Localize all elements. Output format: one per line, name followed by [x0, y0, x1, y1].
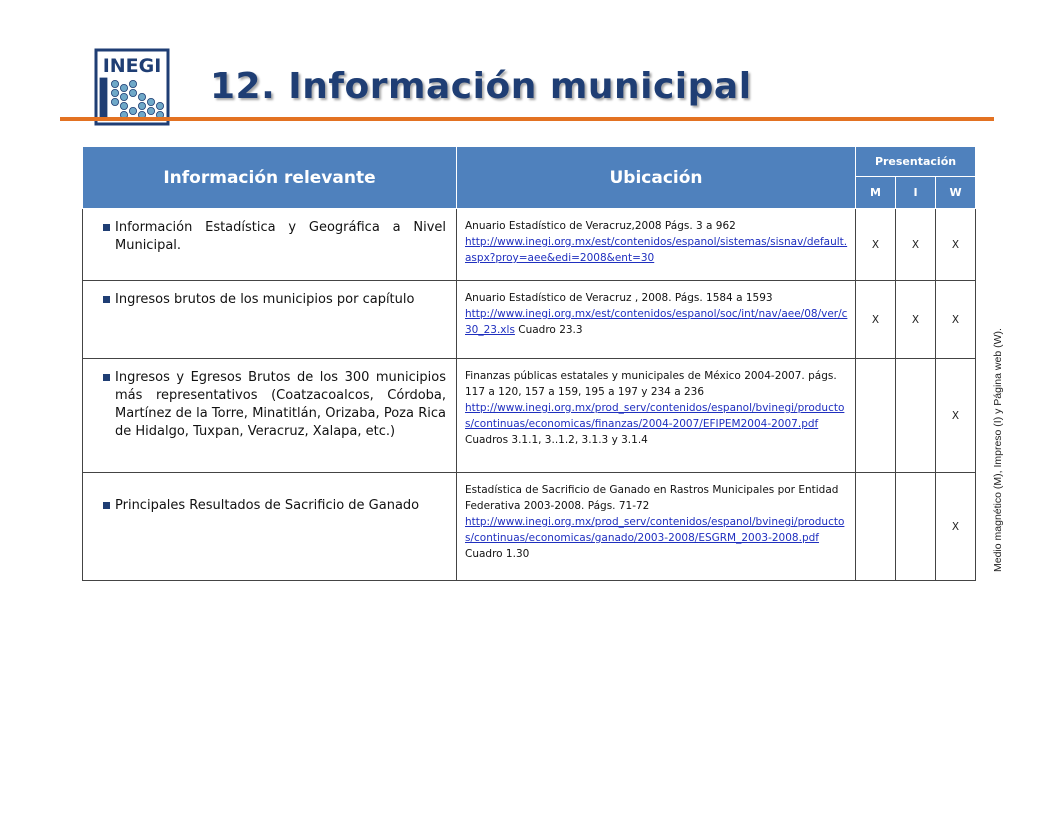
presentation-legend: Medio magnético (M), Impreso (I) y Página web (W).: [992, 328, 1004, 572]
location-cell: [457, 359, 856, 473]
table-row: [83, 281, 976, 359]
source-suffix: Cuadros 3.1.1, 3..1.2, 3.1.3 y 3.1.4: [465, 434, 648, 446]
table-row: [83, 209, 976, 281]
inegi-logo: [94, 48, 170, 126]
location-cell: [457, 209, 856, 281]
source-link[interactable]: http://www.inegi.org.mx/est/contenidos/espanol/soc/int/nav/aee/08/ver/c30_23.xls: [465, 308, 848, 336]
source-suffix: Cuadro 23.3: [514, 324, 583, 336]
info-cell: [83, 209, 457, 281]
title-underline: [60, 117, 994, 121]
header-m: M: [856, 177, 896, 209]
header-i: I: [896, 177, 936, 209]
bullet-icon: [103, 374, 110, 381]
info-text: Información Estadística y Geográfica a Nivel Municipal.: [115, 220, 446, 253]
info-cell: [83, 359, 457, 473]
source-text: Estadística de Sacrificio de Ganado en Rastros Municipales por Entidad Federativa 2003-2008. Págs. 71-72: [465, 484, 839, 512]
page-title: 12. Información municipal: [210, 66, 752, 107]
source-suffix: Cuadro 1.30: [465, 548, 530, 560]
mark-w: X: [936, 209, 976, 281]
source-text: Anuario Estadístico de Veracruz , 2008. Págs. 1584 a 1593: [465, 292, 773, 304]
header-location: Ubicación: [457, 147, 856, 209]
bullet-icon: [103, 224, 110, 231]
mark-w: X: [936, 473, 976, 581]
logo-text: INEGI: [102, 55, 162, 77]
mark-w: X: [936, 359, 976, 473]
info-text: Ingresos y Egresos Brutos de los 300 municipios más representativos (Coatzacoalcos, Córdoba, Martínez de la Torre, Minatitlán, Orizaba, Poza Rica de Hidalgo, Tuxpan, Veracruz, Xalapa, etc.): [115, 370, 446, 439]
mark-m: [856, 359, 896, 473]
source-link[interactable]: http://www.inegi.org.mx/est/contenidos/espanol/sistemas/sisnav/default.aspx?proy=aee&edi=2008&ent=30: [465, 236, 848, 264]
source-link[interactable]: http://www.inegi.org.mx/prod_serv/contenidos/espanol/bvinegi/productos/continuas/economicas/finanzas/2004-2007/EFIPEM2004-2007.pdf: [465, 402, 845, 430]
municipal-info-table: [82, 146, 976, 581]
location-cell: [457, 281, 856, 359]
mark-i: X: [896, 209, 936, 281]
mark-m: X: [856, 209, 896, 281]
info-cell: [83, 281, 457, 359]
table-row: [83, 473, 976, 581]
bullet-icon: [103, 502, 110, 509]
header-info: Información relevante: [83, 147, 457, 209]
mark-i: [896, 359, 936, 473]
mark-i: [896, 473, 936, 581]
info-cell: [83, 473, 457, 581]
mark-m: [856, 473, 896, 581]
info-text: Principales Resultados de Sacrificio de Ganado: [115, 498, 420, 513]
location-cell: [457, 473, 856, 581]
info-text: Ingresos brutos de los municipios por capítulo: [115, 292, 415, 307]
header-presentation: Presentación: [856, 147, 976, 177]
bullet-icon: [103, 296, 110, 303]
mark-i: X: [896, 281, 936, 359]
mark-m: X: [856, 281, 896, 359]
header-w: W: [936, 177, 976, 209]
table-row: [83, 359, 976, 473]
mark-w: X: [936, 281, 976, 359]
source-text: Anuario Estadístico de Veracruz,2008 Págs. 3 a 962: [465, 220, 736, 232]
source-text: Finanzas públicas estatales y municipales de México 2004-2007. págs. 117 a 120, 157 a 159, 195 a 197 y 234 a 236: [465, 370, 837, 398]
source-link[interactable]: http://www.inegi.org.mx/prod_serv/contenidos/espanol/bvinegi/productos/continuas/economicas/ganado/2003-2008/ESGRM_2003-2008.pdf: [465, 516, 845, 544]
